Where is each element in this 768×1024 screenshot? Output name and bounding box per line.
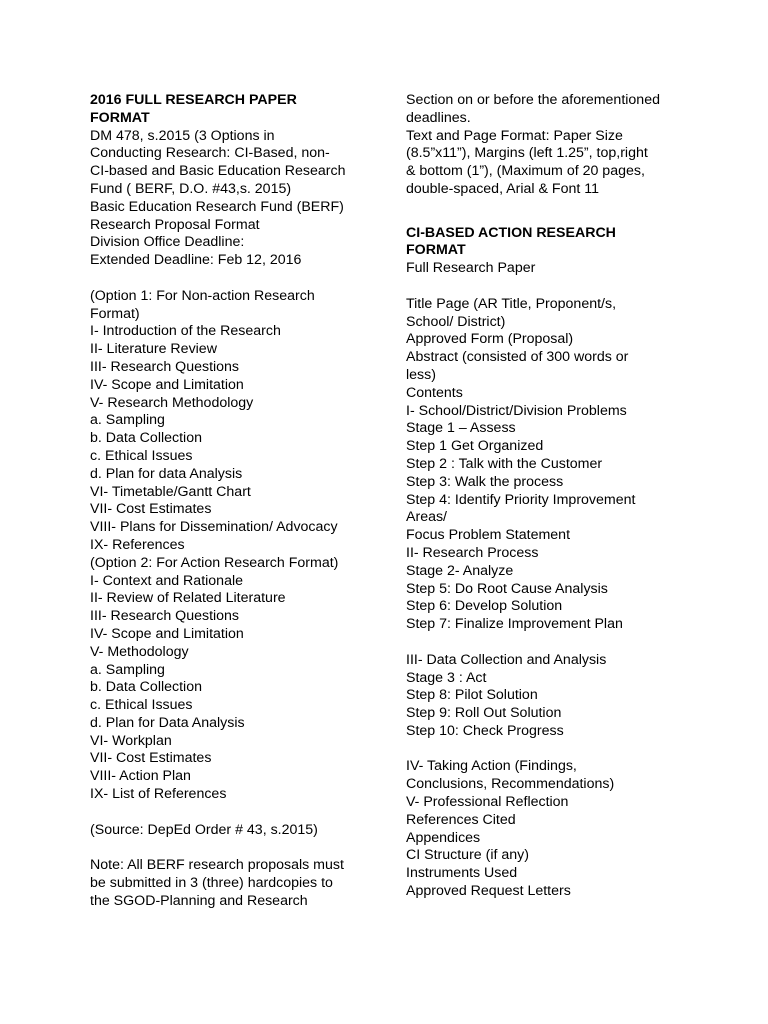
outline-line: Areas/ bbox=[406, 509, 448, 526]
option-line: I- Introduction of the Research bbox=[90, 323, 281, 340]
outline-line: Abstract (consisted of 300 words or bbox=[406, 349, 629, 366]
outline-line: Approved Request Letters bbox=[406, 883, 571, 900]
outline-line: Step 5: Do Root Cause Analysis bbox=[406, 580, 608, 597]
option-line: I- Context and Rationale bbox=[90, 572, 244, 589]
outline-line: V- Professional Reflection bbox=[406, 794, 569, 811]
outline-line: Instruments Used bbox=[406, 865, 518, 882]
option-line: (Option 2: For Action Research Format) bbox=[90, 554, 339, 571]
page-title: 2016 FULL RESEARCH PAPER bbox=[90, 92, 297, 108]
outline-line: Step 7: Finalize Improvement Plan bbox=[406, 616, 623, 633]
outline-line: Stage 1 – Assess bbox=[406, 420, 516, 437]
option-line: a. Sampling bbox=[90, 661, 165, 678]
option-line: II- Literature Review bbox=[90, 341, 217, 358]
page-title-cont: FORMAT bbox=[90, 109, 150, 126]
outline-line: II- Research Process bbox=[406, 544, 539, 561]
outline-line: Step 3: Walk the process bbox=[406, 473, 564, 490]
option-line: b. Data Collection bbox=[90, 430, 202, 447]
note-line: be submitted in 3 (three) hardcopies to bbox=[90, 875, 333, 892]
left-column bbox=[90, 92, 380, 911]
continuation-line: (8.5”x11”), Margins (left 1.25”, top,right bbox=[406, 145, 648, 162]
outline-line: Focus Problem Statement bbox=[406, 527, 571, 544]
option-line: IV- Scope and Limitation bbox=[90, 625, 244, 642]
outline-line: Stage 2- Analyze bbox=[406, 562, 514, 579]
outline-line: Step 10: Check Progress bbox=[406, 722, 564, 739]
intro-line: Extended Deadline: Feb 12, 2016 bbox=[90, 252, 302, 269]
outline-line: I- School/District/Division Problems bbox=[406, 402, 627, 419]
outline-line: III- Data Collection and Analysis bbox=[406, 651, 607, 668]
outline-line: Step 2 : Talk with the Customer bbox=[406, 455, 603, 472]
intro-line: CI-based and Basic Education Research bbox=[90, 163, 346, 180]
option-line: VIII- Plans for Dissemination/ Advocacy bbox=[90, 519, 338, 536]
continuation-line: double-spaced, Arial & Font 11 bbox=[406, 180, 599, 197]
outline-line: References Cited bbox=[406, 811, 516, 828]
continuation-line: deadlines. bbox=[406, 109, 471, 126]
outline-line: Stage 3 : Act bbox=[406, 669, 487, 686]
intro-line: DM 478, s.2015 (3 Options in bbox=[90, 127, 275, 144]
option-line: VI- Timetable/Gantt Chart bbox=[90, 483, 251, 500]
intro-line: Division Office Deadline: bbox=[90, 234, 245, 251]
note-line: the SGOD-Planning and Research bbox=[90, 892, 308, 909]
continuation-line: Text and Page Format: Paper Size bbox=[406, 127, 623, 144]
continuation-line: & bottom (1”), (Maximum of 20 pages, bbox=[406, 163, 645, 180]
option-line: Format) bbox=[90, 305, 140, 322]
option-line: c. Ethical Issues bbox=[90, 697, 193, 714]
option-line: III- Research Questions bbox=[90, 358, 240, 375]
option-line: II- Review of Related Literature bbox=[90, 590, 286, 607]
section-heading-cont: FORMAT bbox=[406, 242, 466, 259]
option-line: VII- Cost Estimates bbox=[90, 501, 212, 518]
section-heading: CI-BASED ACTION RESEARCH bbox=[406, 224, 616, 241]
outline-line: Approved Form (Proposal) bbox=[406, 331, 574, 348]
option-line: VIII- Action Plan bbox=[90, 768, 191, 785]
option-line: V- Research Methodology bbox=[90, 394, 254, 411]
option-line: IX- References bbox=[90, 536, 185, 553]
outline-line: IV- Taking Action (Findings, bbox=[406, 758, 577, 775]
right-column bbox=[406, 92, 696, 901]
intro-line: Fund ( BERF, D.O. #43,s. 2015) bbox=[90, 180, 292, 197]
outline-line: School/ District) bbox=[406, 313, 506, 330]
option-line: III- Research Questions bbox=[90, 608, 240, 625]
outline-line: Step 4: Identify Priority Improvement bbox=[406, 491, 636, 508]
option-line: IV- Scope and Limitation bbox=[90, 376, 244, 393]
option-line: c. Ethical Issues bbox=[90, 447, 193, 464]
option-line: VII- Cost Estimates bbox=[90, 750, 212, 767]
option-line: V- Methodology bbox=[90, 643, 189, 660]
source-citation: (Source: DepEd Order # 43, s.2015) bbox=[90, 821, 318, 838]
section-subheading: Full Research Paper bbox=[406, 260, 536, 277]
option-line: a. Sampling bbox=[90, 412, 165, 429]
note-line: Note: All BERF research proposals must bbox=[90, 857, 344, 874]
intro-line: Conducting Research: CI-Based, non- bbox=[90, 145, 330, 162]
option-line: d. Plan for data Analysis bbox=[90, 465, 243, 482]
option-line: d. Plan for Data Analysis bbox=[90, 714, 245, 731]
outline-line: Step 6: Develop Solution bbox=[406, 598, 563, 615]
outline-line: Contents bbox=[406, 384, 463, 401]
outline-line: Step 8: Pilot Solution bbox=[406, 687, 538, 704]
option-line: (Option 1: For Non-action Research bbox=[90, 287, 315, 304]
intro-line: Research Proposal Format bbox=[90, 216, 260, 233]
outline-line: Conclusions, Recommendations) bbox=[406, 776, 615, 793]
option-line: IX- List of References bbox=[90, 786, 227, 803]
outline-line: Step 1 Get Organized bbox=[406, 438, 544, 455]
intro-line: Basic Education Research Fund (BERF) bbox=[90, 198, 344, 215]
option-line: VI- Workplan bbox=[90, 732, 172, 749]
continuation-line: Section on or before the aforementioned bbox=[406, 92, 660, 108]
outline-line: less) bbox=[406, 366, 436, 383]
outline-line: Appendices bbox=[406, 829, 481, 846]
option-line: b. Data Collection bbox=[90, 679, 202, 696]
outline-line: Step 9: Roll Out Solution bbox=[406, 705, 562, 722]
outline-line: Title Page (AR Title, Proponent/s, bbox=[406, 295, 617, 312]
outline-line: CI Structure (if any) bbox=[406, 847, 529, 864]
